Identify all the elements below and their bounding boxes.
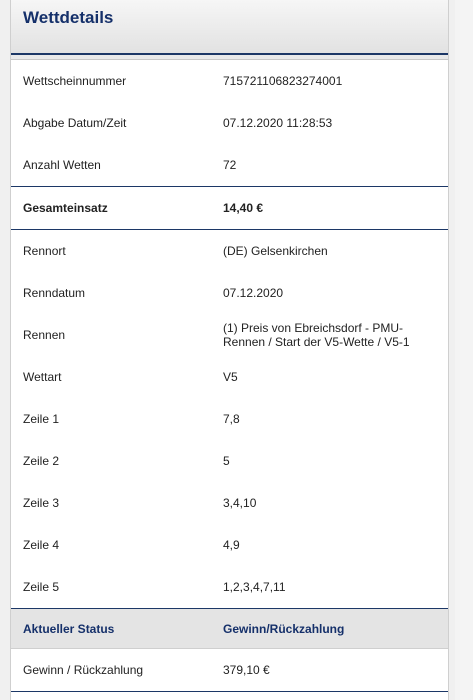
row-value: 07.12.2020 bbox=[223, 286, 284, 300]
total-stake-group bbox=[11, 187, 448, 230]
status-header-label: Aktueller Status bbox=[23, 621, 115, 636]
row-label: Renndatum bbox=[23, 286, 86, 300]
row-label: Rennen bbox=[23, 328, 66, 342]
row-label: Zeile 5 bbox=[23, 580, 60, 594]
bottom-divider bbox=[11, 691, 448, 692]
row-bet-type bbox=[11, 356, 448, 398]
row-value: 72 bbox=[223, 158, 237, 172]
status-header-value: Gewinn/Rückzahlung bbox=[223, 621, 345, 636]
row-line-5 bbox=[11, 566, 448, 608]
row-value: 7,8 bbox=[223, 412, 240, 426]
scrollbar-track[interactable] bbox=[455, 0, 473, 700]
row-ticket-number bbox=[11, 60, 448, 102]
row-line-2 bbox=[11, 440, 448, 482]
row-value: V5 bbox=[223, 370, 238, 384]
bet-details-panel bbox=[10, 0, 449, 700]
row-label: Rennort bbox=[23, 244, 66, 258]
row-value: (DE) Gelsenkirchen bbox=[223, 244, 328, 258]
row-line-3 bbox=[11, 482, 448, 524]
row-value: 715721106823274001 bbox=[223, 74, 343, 88]
row-line-4 bbox=[11, 524, 448, 566]
row-value: 3,4,10 bbox=[223, 496, 257, 510]
row-label: Abgabe Datum/Zeit bbox=[23, 116, 127, 130]
row-label: Zeile 2 bbox=[23, 454, 60, 468]
race-info-group bbox=[11, 230, 448, 609]
row-value: (1) Preis von Ebreichsdorf - PMU-Rennen / Start der V5-Wette / V5-1 bbox=[223, 321, 410, 349]
status-header bbox=[11, 609, 448, 649]
row-total-stake bbox=[11, 187, 448, 229]
row-label: Gewinn / Rückzahlung bbox=[23, 663, 144, 677]
row-label: Zeile 1 bbox=[23, 412, 60, 426]
row-submit-datetime bbox=[11, 102, 448, 144]
row-payout bbox=[11, 649, 448, 691]
row-value: 14,40 € bbox=[223, 201, 264, 215]
row-label: Gesamteinsatz bbox=[23, 201, 108, 215]
panel-header bbox=[11, 0, 448, 55]
row-line-1 bbox=[11, 398, 448, 440]
row-race-date bbox=[11, 272, 448, 314]
row-label: Zeile 4 bbox=[23, 538, 60, 552]
row-bet-count bbox=[11, 144, 448, 186]
row-race-venue bbox=[11, 230, 448, 272]
row-label: Anzahl Wetten bbox=[23, 158, 101, 172]
row-label: Zeile 3 bbox=[23, 496, 60, 510]
row-value: 1,2,3,4,7,11 bbox=[223, 580, 286, 594]
row-value: 5 bbox=[223, 454, 230, 468]
page-title: Wettdetails bbox=[23, 8, 114, 27]
row-label: Wettart bbox=[23, 370, 62, 384]
ticket-info-group bbox=[11, 60, 448, 187]
row-label: Wettscheinnummer bbox=[23, 74, 127, 88]
row-value: 07.12.2020 11:28:53 bbox=[223, 116, 333, 130]
row-value: 4,9 bbox=[223, 538, 240, 552]
row-race-name bbox=[11, 314, 448, 356]
row-value: 379,10 € bbox=[223, 663, 270, 677]
